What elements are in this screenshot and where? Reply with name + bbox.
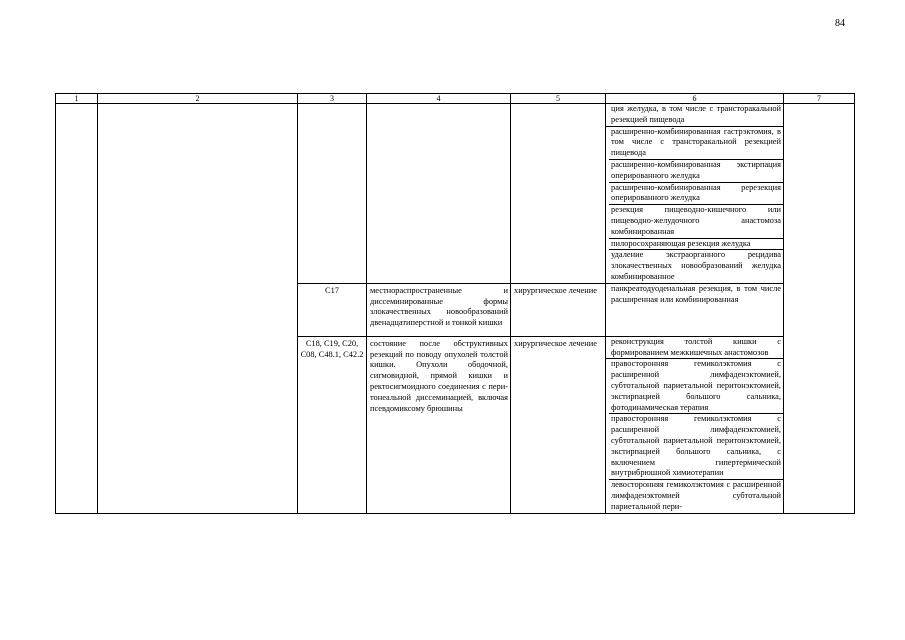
- table-row: [56, 104, 855, 284]
- cell-condition: состояние после обструктивных резекций по поводу опухолей толстой кишки. Опухоли ободочной, сигмовидной, прямой кишки и ректосигмоидного соединения с перитонеальной диссеминацией, включая псевдомиксому брюшины: [367, 336, 511, 513]
- cell-code: C17: [298, 283, 367, 336]
- method-item: резекция пищеводно-кишечного или пищеводно-желудочного анастомоза комбинированная: [609, 205, 783, 238]
- column-number-row: [56, 94, 855, 104]
- cell-condition: местнораспространенные и диссеминированные формы злокачественных новообразований двенадцатиперстной и тонкой кишки: [367, 283, 511, 336]
- method-item: ция желудка, в том числе с трансторакальной резекцией пищевода: [606, 104, 783, 127]
- column-number: 4: [367, 94, 511, 104]
- method-item: панкреатодуоденальная резекция, в том числе расширенная или комбинированная: [611, 283, 781, 304]
- column-number: 2: [98, 94, 298, 104]
- method-item: правосторонняя гемиколэктомия с расширенной лимфаденэктомией, субтотальной париетальной перитонэктомией, экстирпацией большого сальника, фотодинамическая терапия: [609, 359, 783, 414]
- column-number: 7: [784, 94, 855, 104]
- method-item: реконструкция толстой кишки с формированием межкишечных анастомозов: [606, 337, 783, 360]
- method-item: расширенно-комбинированная ререзекция оперированного желудка: [609, 183, 783, 206]
- method-item: правосторонняя гемиколэктомия с расширенной лимфаденэктомией, субтотальной париетальной перитонэктомией, экстирпацией большого сальника, с включением гипертермической внутрибрюшной химиотерапии: [609, 414, 783, 480]
- method-item: удаление экстраорганного рецидива злокачественных новообразований желудка комбинированное: [611, 250, 781, 281]
- method-item: расширенно-комбинированная экстирпация оперированного желудка: [609, 160, 783, 183]
- method-item: расширенно-комбинированная гастрэктомия, в том числе с трансторакальной резекцией пищевода: [609, 127, 783, 160]
- method-item: левосторонняя гемиколэктомия с расширенной лимфаденэктомией субтотальной париетальной пери-: [611, 480, 781, 511]
- column-number: 1: [56, 94, 98, 104]
- cell-col1: [56, 104, 98, 514]
- cell-col7: [784, 104, 855, 514]
- cell-col2: [98, 104, 298, 514]
- cell-treatment: [511, 104, 606, 284]
- cell-methods: [606, 283, 784, 336]
- medical-care-table: [55, 93, 855, 514]
- cell-treatment: хирургическое лечение: [511, 283, 606, 336]
- cell-code: C18, C19, C20, C08, C48.1, C42.2: [298, 336, 367, 513]
- column-number: 3: [298, 94, 367, 104]
- column-number: 5: [511, 94, 606, 104]
- cell-code: [298, 104, 367, 284]
- cell-methods: [606, 104, 784, 284]
- column-number: 6: [606, 94, 784, 104]
- method-item: пилоросохраняющая резекция желудка: [609, 239, 783, 251]
- cell-methods: [606, 336, 784, 513]
- cell-condition: [367, 104, 511, 284]
- page-number: 84: [835, 18, 845, 29]
- cell-treatment: хирургическое лечение: [511, 336, 606, 513]
